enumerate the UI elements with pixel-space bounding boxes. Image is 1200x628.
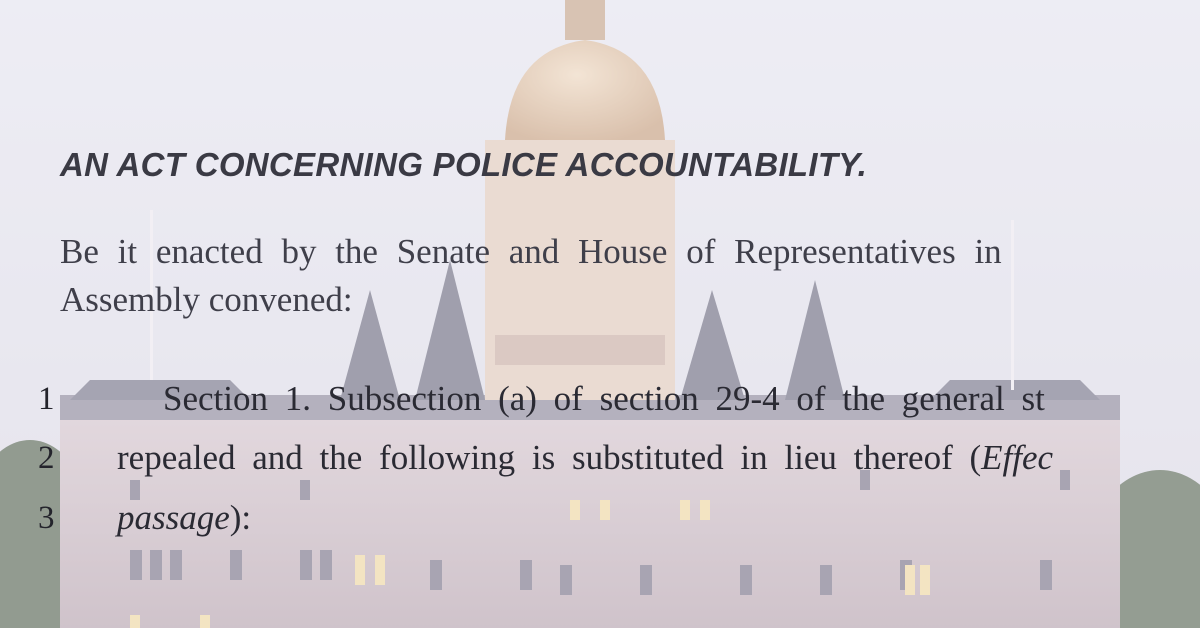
line-number-2: 2 (38, 440, 55, 476)
bill-line-1-text: Section 1. Subsection (a) of section 29-4 of the general st (163, 379, 1045, 418)
line-number-3: 3 (38, 500, 55, 536)
bill-line-1 (163, 379, 1045, 419)
enacting-clause-line-1: Be it enacted by the Senate and House of Representatives in (60, 232, 1002, 271)
bill-line-2 (117, 438, 1053, 478)
line-number-1: 1 (38, 381, 55, 417)
bill-line-3 (117, 498, 251, 538)
bill-line-2-text: repealed and the following is substituted in lieu thereof ( (117, 438, 982, 477)
enacting-clause-line-2: Assembly convened: (60, 280, 353, 319)
bill-line-3-italic: passage (117, 498, 230, 537)
act-title: AN ACT CONCERNING POLICE ACCOUNTABILITY. (60, 146, 868, 183)
bill-line-2-italic: Effec (981, 438, 1054, 477)
bill-line-3-text: ): (229, 498, 252, 537)
enacting-clause (60, 228, 1200, 324)
